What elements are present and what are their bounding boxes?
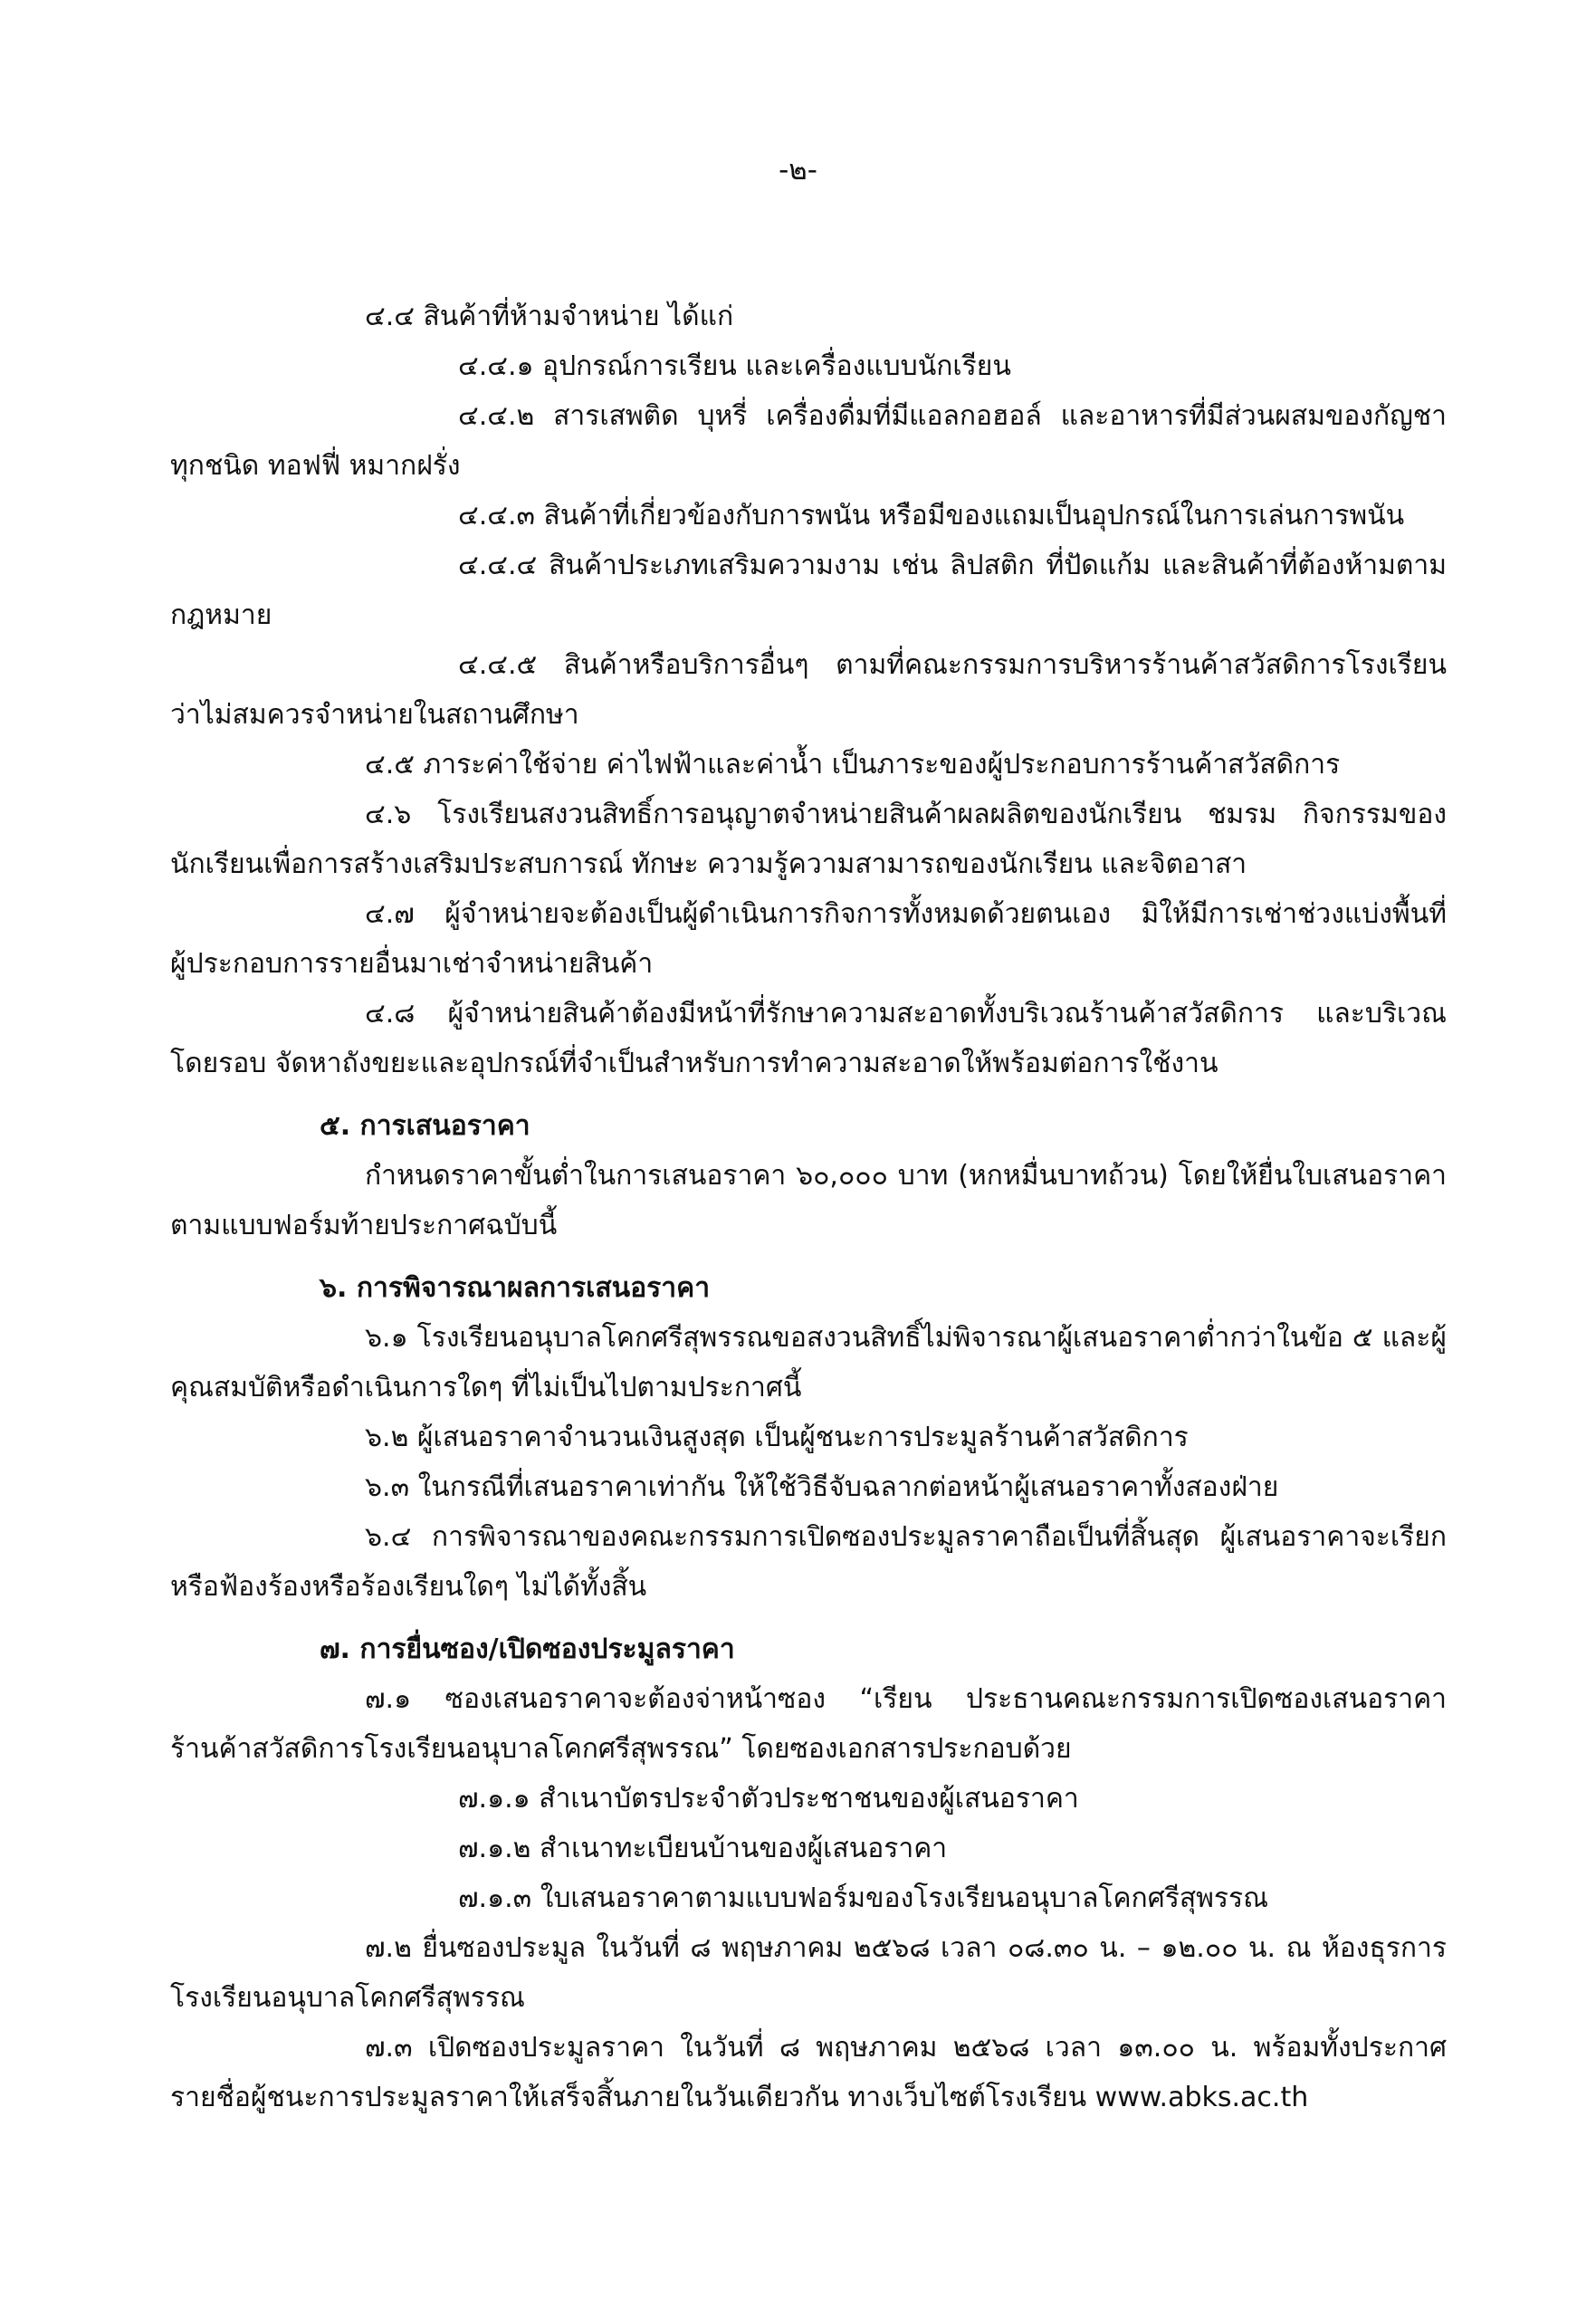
text-line: ๔.๔ สินค้าที่ห้ามจำหน่าย ได้แก่ xyxy=(365,301,734,332)
text-line: ๔.๔.๔ สินค้าประเภทเสริมความงาม เช่น ลิปสติก ที่ปัดแก้ม และสินค้าที่ต้องห้ามตาม xyxy=(458,550,1447,581)
text-line: นักเรียนเพื่อการสร้างเสริมประสบการณ์ ทักษะ ความรู้ความสามารถของนักเรียน และจิตอาสา xyxy=(170,848,1247,880)
text-line: ๗.๒ ยื่นซองประมูล ในวันที่ ๘ พฤษภาคม ๒๕๖๘ เวลา ๐๘.๓๐ น. – ๑๒.๐๐ น. ณ ห้องธุรการ xyxy=(365,1932,1447,1964)
page-number: -๒- xyxy=(779,154,817,187)
text-line: ๗.๑ ซองเสนอราคาจะต้องจ่าหน้าซอง “เรียน ประธานคณะกรรมการเปิดซองเสนอราคา xyxy=(365,1683,1447,1715)
text-line: ๔.๔.๕ สินค้าหรือบริการอื่นๆ ตามที่คณะกรรมการบริหารร้านค้าสวัสดิการโรงเรียน xyxy=(458,649,1447,681)
text-line: ๔.๗ ผู้จำหน่ายจะต้องเป็นผู้ดำเนินการกิจการทั้งหมดด้วยตนเอง มิให้มีการเช่าช่วงแบ่งพื้นที่ xyxy=(365,898,1447,930)
text-line: รายชื่อผู้ชนะการประมูลราคาให้เสร็จสิ้นภายในวันเดียวกัน ทางเว็บไซต์โรงเรียน www.abks.ac.th xyxy=(170,2082,1309,2113)
text-line: ๖.๔ การพิจารณาของคณะกรรมการเปิดซองประมูลราคาถือเป็นที่สิ้นสุด ผู้เสนอราคาจะเรียก xyxy=(365,1521,1447,1553)
section-heading: ๗. การยื่นซอง/เปิดซองประมูลราคา xyxy=(320,1633,735,1665)
text-line: ว่าไม่สมควรจำหน่ายในสถานศึกษา xyxy=(170,699,579,731)
text-line: ตามแบบฟอร์มท้ายประกาศฉบับนี้ xyxy=(170,1210,558,1241)
section-heading: ๖. การพิจารณาผลการเสนอราคา xyxy=(320,1272,711,1304)
text-line: ผู้ประกอบการรายอื่นมาเช่าจำหน่ายสินค้า xyxy=(170,948,654,980)
text-line: กฎหมาย xyxy=(170,599,272,631)
text-line: ๔.๔.๑ อุปกรณ์การเรียน และเครื่องแบบนักเรียน xyxy=(458,350,1011,382)
text-line: ร้านค้าสวัสดิการโรงเรียนอนุบาลโคกศรีสุพรรณ” โดยซองเอกสารประกอบด้วย xyxy=(170,1733,1072,1765)
text-line: ๗.๑.๑ สำเนาบัตรประจำตัวประชาชนของผู้เสนอราคา xyxy=(458,1783,1079,1815)
text-line: ๔.๔.๒ สารเสพติด บุหรี่ เครื่องดื่มที่มีแอลกอฮอล์ และอาหารที่มีส่วนผสมของกัญชา xyxy=(458,400,1447,432)
text-line: หรือฟ้องร้องหรือร้องเรียนใดๆ ไม่ได้ทั้งสิ้น xyxy=(170,1571,647,1603)
text-line: กำหนดราคาขั้นต่ำในการเสนอราคา ๖๐,๐๐๐ บาท (หกหมื่นบาทถ้วน) โดยให้ยื่นใบเสนอราคา xyxy=(365,1160,1447,1192)
text-line: ๖.๑ โรงเรียนอนุบาลโคกศรีสุพรรณขอสงวนสิทธิ์ไม่พิจารณาผู้เสนอราคาต่ำกว่าในข้อ ๕ และผู้ xyxy=(365,1322,1447,1354)
text-line: โดยรอบ จัดหาถังขยะและอุปกรณ์ที่จำเป็นสำหรับการทำความสะอาดให้พร้อมต่อการใช้งาน xyxy=(170,1048,1219,1079)
section-heading: ๕. การเสนอราคา xyxy=(320,1110,530,1142)
text-line: ๖.๒ ผู้เสนอราคาจำนวนเงินสูงสุด เป็นผู้ชนะการประมูลร้านค้าสวัสดิการ xyxy=(365,1422,1189,1453)
text-line: ๔.๖ โรงเรียนสงวนสิทธิ์การอนุญาตจำหน่ายสินค้าผลผลิตของนักเรียน ชมรม กิจกรรมของ xyxy=(365,799,1447,830)
text-line: โรงเรียนอนุบาลโคกศรีสุพรรณ xyxy=(170,1982,525,2014)
text-line: ๗.๑.๓ ใบเสนอราคาตามแบบฟอร์มของโรงเรียนอนุบาลโคกศรีสุพรรณ xyxy=(458,1882,1268,1914)
text-line: ๖.๓ ในกรณีที่เสนอราคาเท่ากัน ให้ใช้วิธีจับฉลากต่อหน้าผู้เสนอราคาทั้งสองฝ่าย xyxy=(365,1471,1279,1503)
text-line: ๔.๘ ผู้จำหน่ายสินค้าต้องมีหน้าที่รักษาความสะอาดทั้งบริเวณร้านค้าสวัสดิการ และบริเวณ xyxy=(365,998,1447,1030)
text-line: ๗.๑.๒ สำเนาทะเบียนบ้านของผู้เสนอราคา xyxy=(458,1833,948,1864)
text-line: คุณสมบัติหรือดำเนินการใดๆ ที่ไม่เป็นไปตามประกาศนี้ xyxy=(170,1372,802,1403)
text-line: ๔.๕ ภาระค่าใช้จ่าย ค่าไฟฟ้าและค่าน้ำ เป็นภาระของผู้ประกอบการร้านค้าสวัสดิการ xyxy=(365,749,1341,781)
document-body xyxy=(170,292,1447,2122)
text-line: ทุกชนิด ทอฟฟี่ หมากฝรั่ง xyxy=(170,450,461,482)
text-line: ๗.๓ เปิดซองประมูลราคา ในวันที่ ๘ พฤษภาคม ๒๕๖๘ เวลา ๑๓.๐๐ น. พร้อมทั้งประกาศ xyxy=(365,2032,1447,2064)
text-line: ๔.๔.๓ สินค้าที่เกี่ยวข้องกับการพนัน หรือมีของแถมเป็นอุปกรณ์ในการเล่นการพนัน xyxy=(458,500,1405,532)
